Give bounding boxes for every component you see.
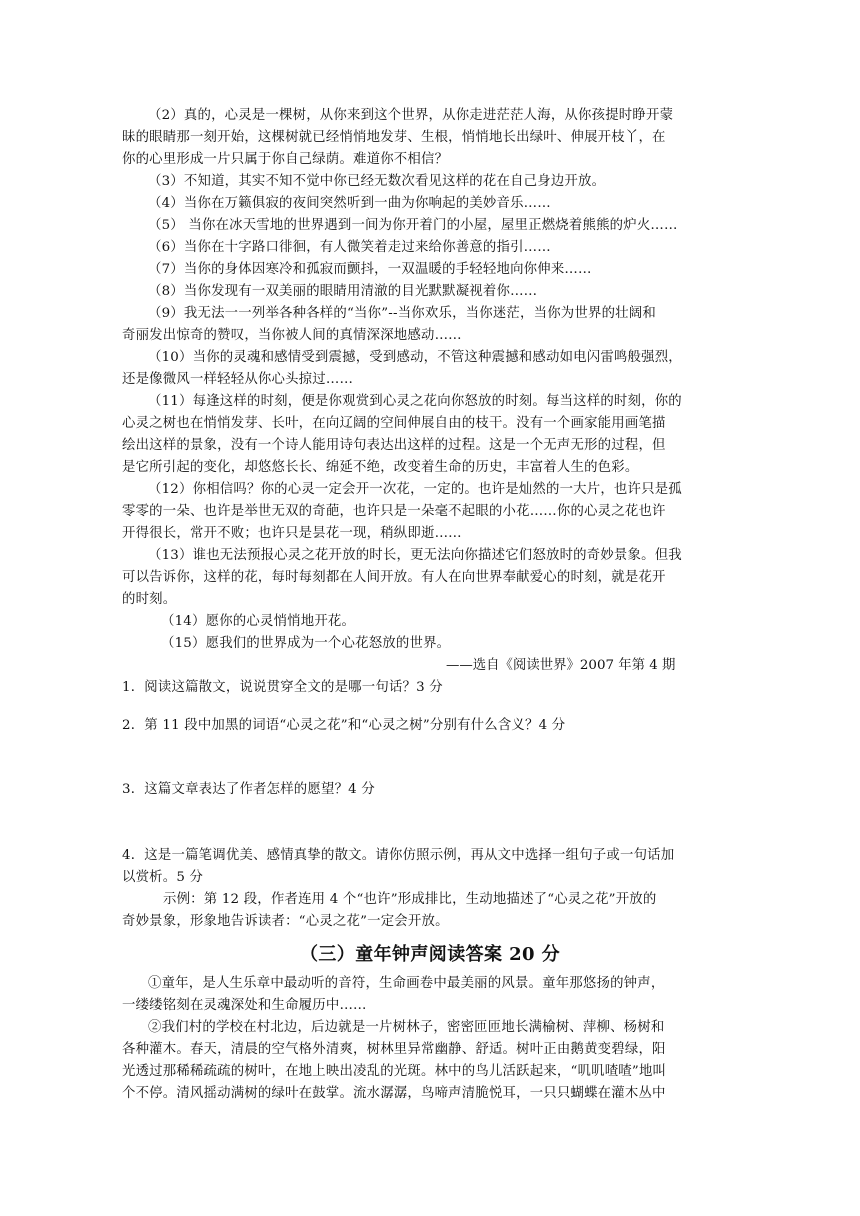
paragraph-2-line: 昧的眼睛那一刻开始，这棵树就已经悄悄地发芽、生根，悄悄地长出绿叶、伸展开枝丫，在 — [122, 130, 666, 145]
paragraph-11-line: 心灵之树也在悄悄发芽、长叶，在向辽阔的空间伸展自由的枝干。没有一个画家能用画笔描 — [122, 416, 666, 431]
paragraph-9-line: （9）我无法一一列举各种各样的“当你”--当你欢乐，当你迷茫，当你为世界的壮阔和 — [148, 306, 656, 321]
paragraph-9-line: 奇丽发出惊奇的赞叹，当你被人间的真情深深地感动…… — [122, 328, 462, 343]
section-paragraph-2-line: 个不停。清风摇动满树的绿叶在鼓掌。流水潺潺，鸟啼声清脆悦耳，一只只蝴蝶在灌木丛中 — [122, 1086, 666, 1101]
question-4-line: 以赏析。5 分 — [122, 870, 204, 885]
paragraph-3: （3）不知道，其实不知不觉中你已经无数次看见这样的花在自己身边开放。 — [148, 174, 606, 189]
section-paragraph-2-line: 各种灌木。春天，清晨的空气格外清爽，树林里异常幽静、舒适。树叶正由鹅黄变碧绿，阳 — [122, 1042, 666, 1057]
question-4-line: 4．这是一篇笔调优美、感情真挚的散文。请你仿照示例，再从文中选择一组句子或一句话加 — [122, 848, 675, 863]
paragraph-5: （5） 当你在冰天雪地的世界遇到一间为你开着门的小屋，屋里正燃烧着熊熊的炉火…… — [148, 218, 678, 233]
section-heading: （三）童年钟声阅读答案 20 分 — [300, 944, 560, 965]
source-citation: ——选自《阅读世界》2007 年第 4 期 — [446, 658, 676, 673]
section-paragraph-2-line: ②我们村的学校在村北边，后边就是一片树林子，密密匝匝地长满榆树、萍柳、杨树和 — [148, 1020, 665, 1035]
question-2: 2．第 11 段中加黑的词语“心灵之花”和“心灵之树”分别有什么含义？4 分 — [122, 718, 566, 733]
paragraph-10-line: 还是像微风一样轻轻从你心头掠过…… — [122, 372, 354, 387]
question-1: 1．阅读这篇散文，说说贯穿全文的是哪一句话？3 分 — [122, 680, 443, 695]
paragraph-12-line: 零零的一朵、也许是举世无双的奇葩，也许只是一朵毫不起眼的小花……你的心灵之花也许 — [122, 504, 666, 519]
paragraph-2-line: （2）真的，心灵是一棵树，从你来到这个世界，从你走进茫茫人海，从你孩提时睁开蒙 — [148, 108, 674, 123]
example-line: 示例：第 12 段，作者连用 4 个“也许”形成排比，生动地描述了“心灵之花”开放的 — [163, 892, 657, 907]
paragraph-2-line: 你的心里形成一片只属于你自己绿荫。难道你不相信？ — [122, 152, 449, 167]
paragraph-13-line: （13）谁也无法预报心灵之花开放的时长，更无法向你描述它们怒放时的奇妙景象。但我 — [148, 548, 682, 563]
question-3: 3．这篇文章表达了作者怎样的愿望？4 分 — [122, 782, 375, 797]
paragraph-13-line: 的时刻。 — [122, 592, 177, 607]
paragraph-4: （4）当你在万籁俱寂的夜间突然听到一曲为你响起的美妙音乐…… — [148, 196, 551, 211]
paragraph-13-line: 可以告诉你，这样的花，每时每刻都在人间开放。有人在向世界奉献爱心的时刻，就是花开 — [122, 570, 666, 585]
section-paragraph-2-line: 光透过那稀稀疏疏的树叶，在地上映出凌乱的光斑。林中的鸟儿活跃起来，“叽叽喳喳”地叫 — [122, 1064, 667, 1079]
paragraph-12-line: （12）你相信吗？你的心灵一定会开一次花，一定的。也许是灿然的一大片，也许只是孤 — [148, 482, 682, 497]
paragraph-7: （7）当你的身体因寒冷和孤寂而颤抖，一双温暖的手轻轻地向你伸来…… — [148, 262, 592, 277]
paragraph-11-line: 是它所引起的变化，却悠悠长长、绵延不绝，改变着生命的历史，丰富着人生的色彩。 — [122, 460, 639, 475]
paragraph-14: （14）愿你的心灵悄悄地开花。 — [161, 614, 356, 629]
paragraph-8: （8）当你发现有一双美丽的眼睛用清澈的目光默默凝视着你…… — [148, 284, 538, 299]
paragraph-12-line: 开得很长，常开不败；也许只是昙花一现，稍纵即逝…… — [122, 526, 462, 541]
section-paragraph-1-line: 一缕缕铭刻在灵魂深处和生命履历中…… — [122, 998, 367, 1013]
paragraph-11-line: 绘出这样的景象，没有一个诗人能用诗句表达出这样的过程。这是一个无声无形的过程，但 — [122, 438, 666, 453]
paragraph-15: （15）愿我们的世界成为一个心花怒放的世界。 — [161, 636, 451, 651]
section-paragraph-1-line: ①童年，是人生乐章中最动听的音符，生命画卷中最美丽的风景。童年那悠扬的钟声， — [148, 976, 665, 991]
paragraph-11-line: （11）每逢这样的时刻，便是你观赏到心灵之花向你怒放的时刻。每当这样的时刻，你的 — [148, 394, 682, 409]
paragraph-10-line: （10）当你的灵魂和感情受到震撼，受到感动，不管这种震撼和感动如电闪雷鸣般强烈， — [148, 350, 682, 365]
example-line: 奇妙景象，形象地告诉读者：“心灵之花”一定会开放。 — [122, 914, 449, 929]
paragraph-6: （6）当你在十字路口徘徊，有人微笑着走过来给你善意的指引…… — [148, 240, 551, 255]
